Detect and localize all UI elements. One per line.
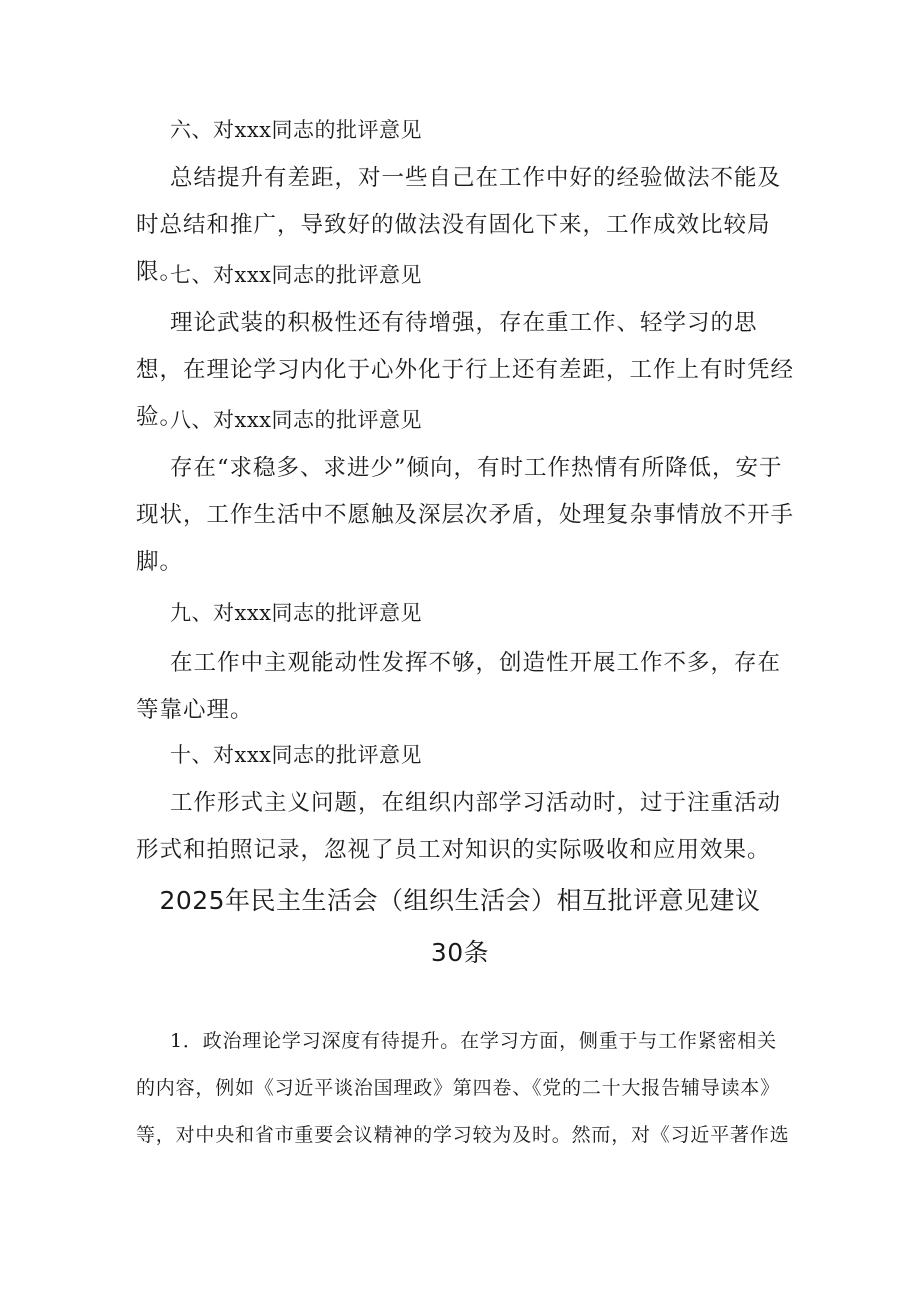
title-line-2: 30条	[430, 938, 490, 967]
section-heading-10: 十、对xxx同志的批评意见	[170, 743, 423, 767]
section-body-10: 工作形式主义问题，在组织内部学习活动时，过于注重活动形式和拍照记录，忽视了员工对知识的实际吸收和应用效果。	[136, 790, 782, 863]
section-heading-8: 八、对xxx同志的批评意见	[170, 408, 423, 432]
list-item-1: 1．政治理论学习深度有待提升。在学习方面，侧重于与工作紧密相关的内容，例如《习近平谈治国理政》第四卷、《党的二十大报告辅导读本》等，对中央和省市重要会议精神的学习较为及时。然而，对《习近平著作选	[136, 1030, 790, 1146]
title-line-1: 2025年民主生活会（组织生活会）相互批评意见建议	[159, 886, 761, 915]
section-heading-7: 七、对xxx同志的批评意见	[170, 263, 423, 287]
document-title	[100, 875, 820, 979]
section-body-6: 总结提升有差距，对一些自己在工作中好的经验做法不能及时总结和推广，导致好的做法没有固化下来，工作成效比较局限。	[136, 165, 782, 285]
section-body-7: 理论武装的积极性还有待增强，存在重工作、轻学习的思想，在理论学习内化于心外化于行上还有差距，工作上有时凭经验。	[136, 310, 795, 430]
section-heading-9: 九、对xxx同志的批评意见	[170, 601, 423, 625]
section-heading-6: 六、对xxx同志的批评意见	[170, 118, 423, 142]
section-body-8: 存在“求稳多、求进少”倾向，有时工作热情有所降低，安于现状，工作生活中不愿触及深层次矛盾，处理复杂事情放不开手脚。	[136, 455, 795, 575]
section-body-9: 在工作中主观能动性发挥不够，创造性开展工作不多，存在等靠心理。	[136, 650, 782, 723]
